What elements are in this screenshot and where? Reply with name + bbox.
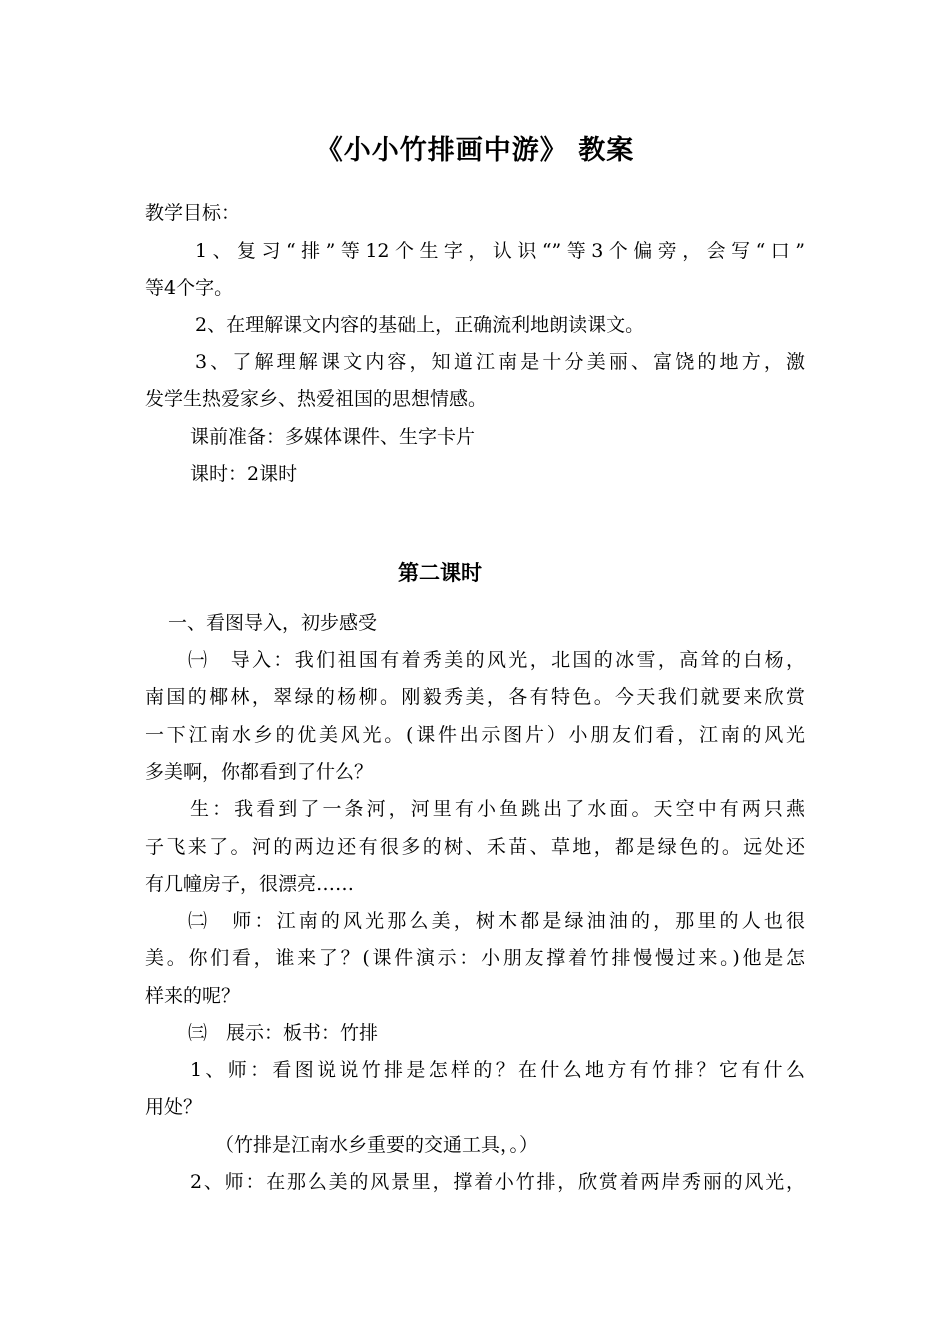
lesson-heading: 第二课时 xyxy=(398,560,482,585)
section-1-heading: 一、看图导入，初步感受 xyxy=(168,612,378,634)
part-2-line-1: ㈡ 师：江南的风光那么美，树木都是绿油油的，那里的人也很 xyxy=(188,910,805,932)
objective-2: 2、在理解课文内容的基础上，正确流利地朗读课文。 xyxy=(195,314,645,336)
periods-line: 课时：2课时 xyxy=(190,463,298,485)
document-title: 《小小竹排画中游》 教案 xyxy=(315,135,635,166)
question-1-line-2: 用处？ xyxy=(145,1096,203,1118)
student-answer-line-3: 有几幢房子，很漂亮…… xyxy=(145,873,355,895)
part-2-line-3: 样来的呢？ xyxy=(145,985,241,1007)
question-1-answer: （竹排是江南水乡重要的交通工具，。） xyxy=(215,1134,539,1156)
part-3-line: ㈢ 展示：板书：竹排 xyxy=(188,1022,379,1044)
question-1-line-1: 1、师：看图说说竹排是怎样的？在什么地方有竹排？它有什么 xyxy=(190,1059,805,1081)
student-answer-line-2: 子飞来了。河的两边还有很多的树、禾苗、草地，都是绿色的。远处还 xyxy=(145,836,805,858)
question-2-line-1: 2、师：在那么美的风景里，撑着小竹排，欣赏着两岸秀丽的风光， xyxy=(190,1171,805,1193)
part-1-line-4: 多美啊，你都看到了什么？ xyxy=(145,761,374,783)
objective-3-line-1: 3、了解理解课文内容，知道江南是十分美丽、富饶的地方，激 xyxy=(195,351,805,373)
part-1-line-1: ㈠ 导入：我们祖国有着秀美的风光，北国的冰雪，高耸的白杨， xyxy=(188,649,805,671)
part-1-line-3: 一下江南水乡的优美风光。(课件出示图片）小朋友们看，江南的风光 xyxy=(145,724,805,746)
objectives-heading: 教学目标： xyxy=(145,202,241,224)
part-2-line-2: 美。你们看，谁来了？(课件演示：小朋友撑着竹排慢慢过来。)他是怎 xyxy=(145,947,805,969)
objective-1-line-2: 等4个字。 xyxy=(145,277,234,299)
part-1-line-2: 南国的椰林，翠绿的杨柳。刚毅秀美，各有特色。今天我们就要来欣赏 xyxy=(145,686,805,708)
preparation-line: 课前准备：多媒体课件、生字卡片 xyxy=(190,426,476,448)
objective-1-line-1: 1、复习“排”等12个生字，认识“”等3个偏旁，会写“口” xyxy=(195,240,805,262)
objective-3-line-2: 发学生热爱家乡、热爱祖国的思想情感。 xyxy=(145,388,488,410)
student-answer-line-1: 生：我看到了一条河，河里有小鱼跳出了水面。天空中有两只燕 xyxy=(190,798,805,820)
